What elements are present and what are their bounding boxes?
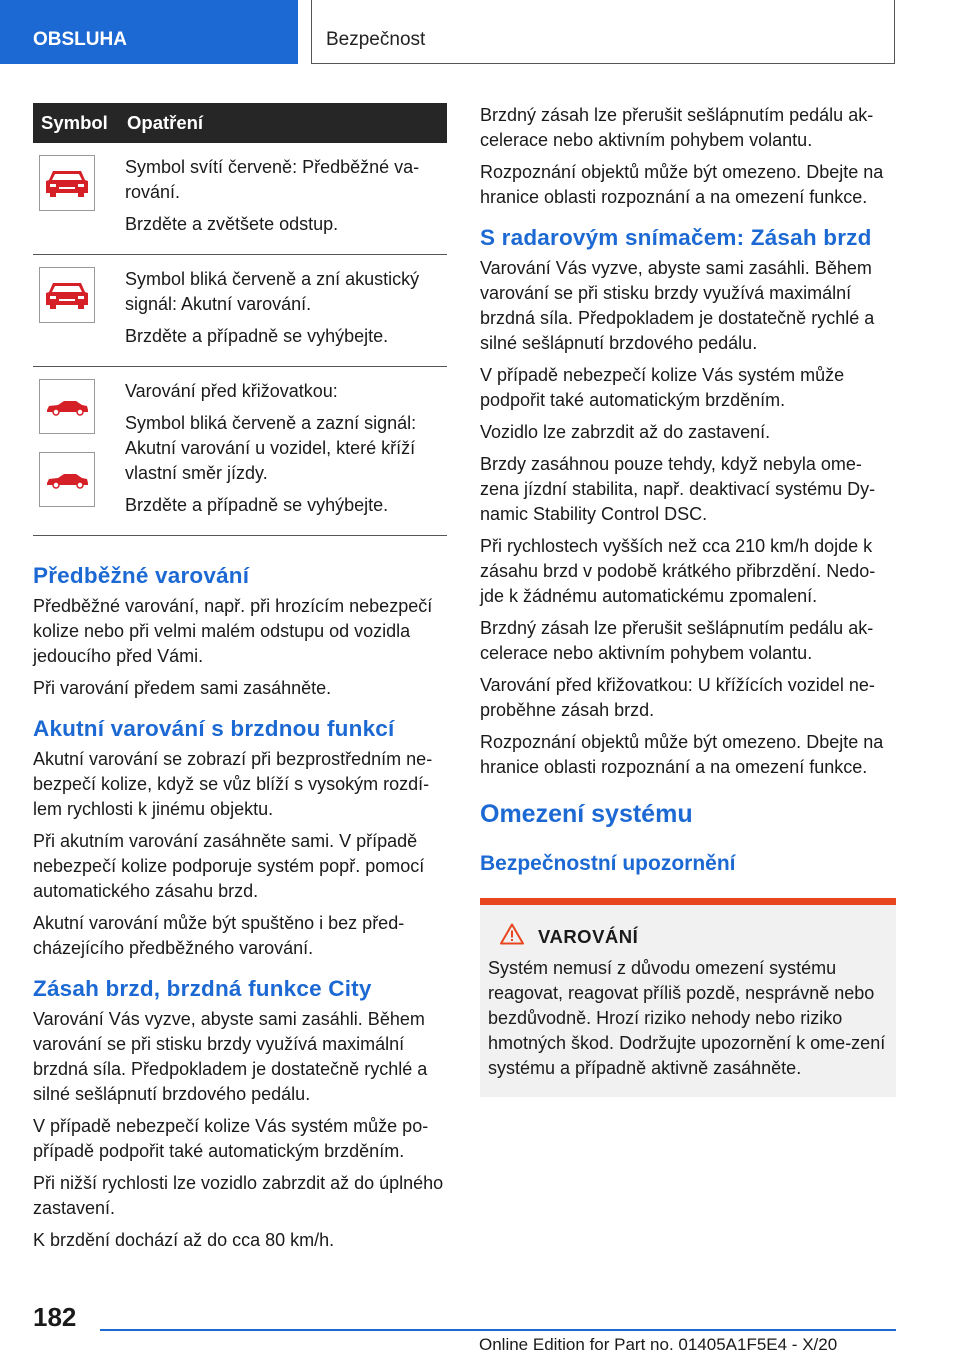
heading-city-braking: Zásah brzd, brzdná funkce City xyxy=(33,976,372,1001)
section-tab[interactable]: OBSLUHA xyxy=(0,0,298,64)
row-text: Brzděte a zvětšete odstup. xyxy=(125,214,339,234)
paragraph: Rozpoznání objektů může být omezeno. Dbejte na hranice oblasti rozpoznání a na omezení funkce. xyxy=(480,732,884,777)
warning-text: Systém nemusí z důvodu omezení systému reagovat, reagovat příliš pozdě, nesprávně nebo bezdůvodně. Hrozí riziko nehody nebo riziko hmotných škod. Dodržujte upozornění k ome‐zení systému a případně aktivně zasáhněte. xyxy=(488,958,886,1078)
paragraph: V případě nebezpečí kolize Vás systém může po‐případě podpořit také automatickým brzděním. xyxy=(33,1116,429,1161)
left-column xyxy=(33,103,447,1260)
table-header xyxy=(33,103,447,143)
row-text: Brzděte a případně se vyhýbejte. xyxy=(125,495,389,515)
paragraph: Při varování předem sami zasáhněte. xyxy=(33,678,332,698)
row-text: Brzděte a případně se vyhýbejte. xyxy=(125,326,389,346)
paragraph: Akutní varování se zobrazí při bezprostředním ne‐bezpečí kolize, když se vůz blíží s vysokým rozdí‐lem rychlosti k jinému objektu. xyxy=(33,749,433,819)
car-front-warning-icon xyxy=(39,267,95,323)
warning-box xyxy=(480,898,896,1097)
symbol-table xyxy=(33,103,447,536)
page-number: 182 xyxy=(33,1302,77,1332)
heading-system-limits: Omezení systému xyxy=(480,800,693,828)
car-side-crossing-icon xyxy=(39,379,95,434)
row-text: Symbol bliká červeně a zazní signál: Akutní varování u vozidel, které kříží vlastní směr jízdy. xyxy=(125,413,417,483)
paragraph: Brzdy zasáhnou pouze tehdy, když nebyla ome‐zena jízdní stabilita, např. deaktivací systému Dy‐namic Stability Control DSC. xyxy=(480,454,876,524)
paragraph: V případě nebezpečí kolize Vás systém může podpořit také automatickým brzděním. xyxy=(480,365,845,410)
right-column xyxy=(480,103,896,1097)
heading-acute-warning: Akutní varování s brzdnou funkcí xyxy=(33,716,395,741)
row-text: Symbol bliká červeně a zní akustický signál: Akutní varování. xyxy=(125,269,420,314)
paragraph: Při akutním varování zasáhněte sami. V případě nebezpečí kolize podporuje systém popř. pomocí automatického zásahu brzd. xyxy=(33,831,425,901)
heading-pre-warning: Předběžné varování xyxy=(33,563,250,588)
table-row xyxy=(33,143,447,255)
table-row xyxy=(33,367,447,536)
row-text: Varování před křižovatkou: xyxy=(125,381,338,401)
footer-divider xyxy=(100,1329,896,1331)
paragraph: Varování před křižovatkou: U křížících vozidel ne‐proběhne zásah brzd. xyxy=(480,675,875,720)
paragraph: Rozpoznání objektů může být omezeno. Dbejte na hranice oblasti rozpoznání a na omezení funkce. xyxy=(480,162,884,207)
paragraph: Varování Vás vyzve, abyste sami zasáhli. Během varování se při stisku brzdy využívá maximální brzdná síla. Předpokladem je dostatečně rychlé a silné sešlápnutí brzdového pedálu. xyxy=(33,1009,428,1104)
paragraph: Při rychlostech vyšších než cca 210 km/h dojde k zásahu brzd v podobě krátkého přibrzdění. Nedo‐jde k žádnému automatickému zpomalení. xyxy=(480,536,876,606)
paragraph: Při nižší rychlosti lze vozidlo zabrzdit až do úplného zastavení. xyxy=(33,1173,444,1218)
paragraph: Vozidlo lze zabrzdit až do zastavení. xyxy=(480,422,771,442)
heading-radar-braking: S radarovým snímačem: Zásah brzd xyxy=(480,225,872,250)
paragraph: Varování Vás vyzve, abyste sami zasáhli. Během varování se při stisku brzdy využívá maximální brzdná síla. Předpokladem je dostatečně rychlé a silné sešlápnutí brzdového pedálu. xyxy=(480,258,875,353)
car-side-crossing-icon xyxy=(39,452,95,507)
paragraph: K brzdění dochází až do cca 80 km/h. xyxy=(33,1230,335,1250)
chapter-title: Bezpečnost xyxy=(311,0,895,64)
header-symbol: Symbol xyxy=(41,112,108,133)
paragraph: Brzdný zásah lze přerušit sešlápnutím pedálu ak‐celerace nebo aktivním pohybem volantu. xyxy=(480,618,874,663)
paragraph: Předběžné varování, např. při hrozícím nebezpečí kolize nebo při velmi malém odstupu od vozidla jedoucího před Vámi. xyxy=(33,596,433,666)
row-text: Symbol svítí červeně: Předběžné va‐rování. xyxy=(125,157,420,202)
warning-triangle-icon xyxy=(500,923,524,950)
heading-safety-notes: Bezpečnostní upozornění xyxy=(480,852,736,875)
paragraph: Brzdný zásah lze přerušit sešlápnutím pedálu ak‐celerace nebo aktivním pohybem volantu. xyxy=(480,105,874,150)
paragraph: Akutní varování může být spuštěno i bez před‐cházejícího předběžného varování. xyxy=(33,913,405,958)
header-action: Opatření xyxy=(127,112,204,133)
footer-edition: Online Edition for Part no. 01405A1F5E4 - X/20 xyxy=(479,1335,838,1354)
car-front-warning-icon xyxy=(39,155,95,211)
warning-title: VAROVÁNÍ xyxy=(538,925,639,947)
table-row xyxy=(33,255,447,367)
